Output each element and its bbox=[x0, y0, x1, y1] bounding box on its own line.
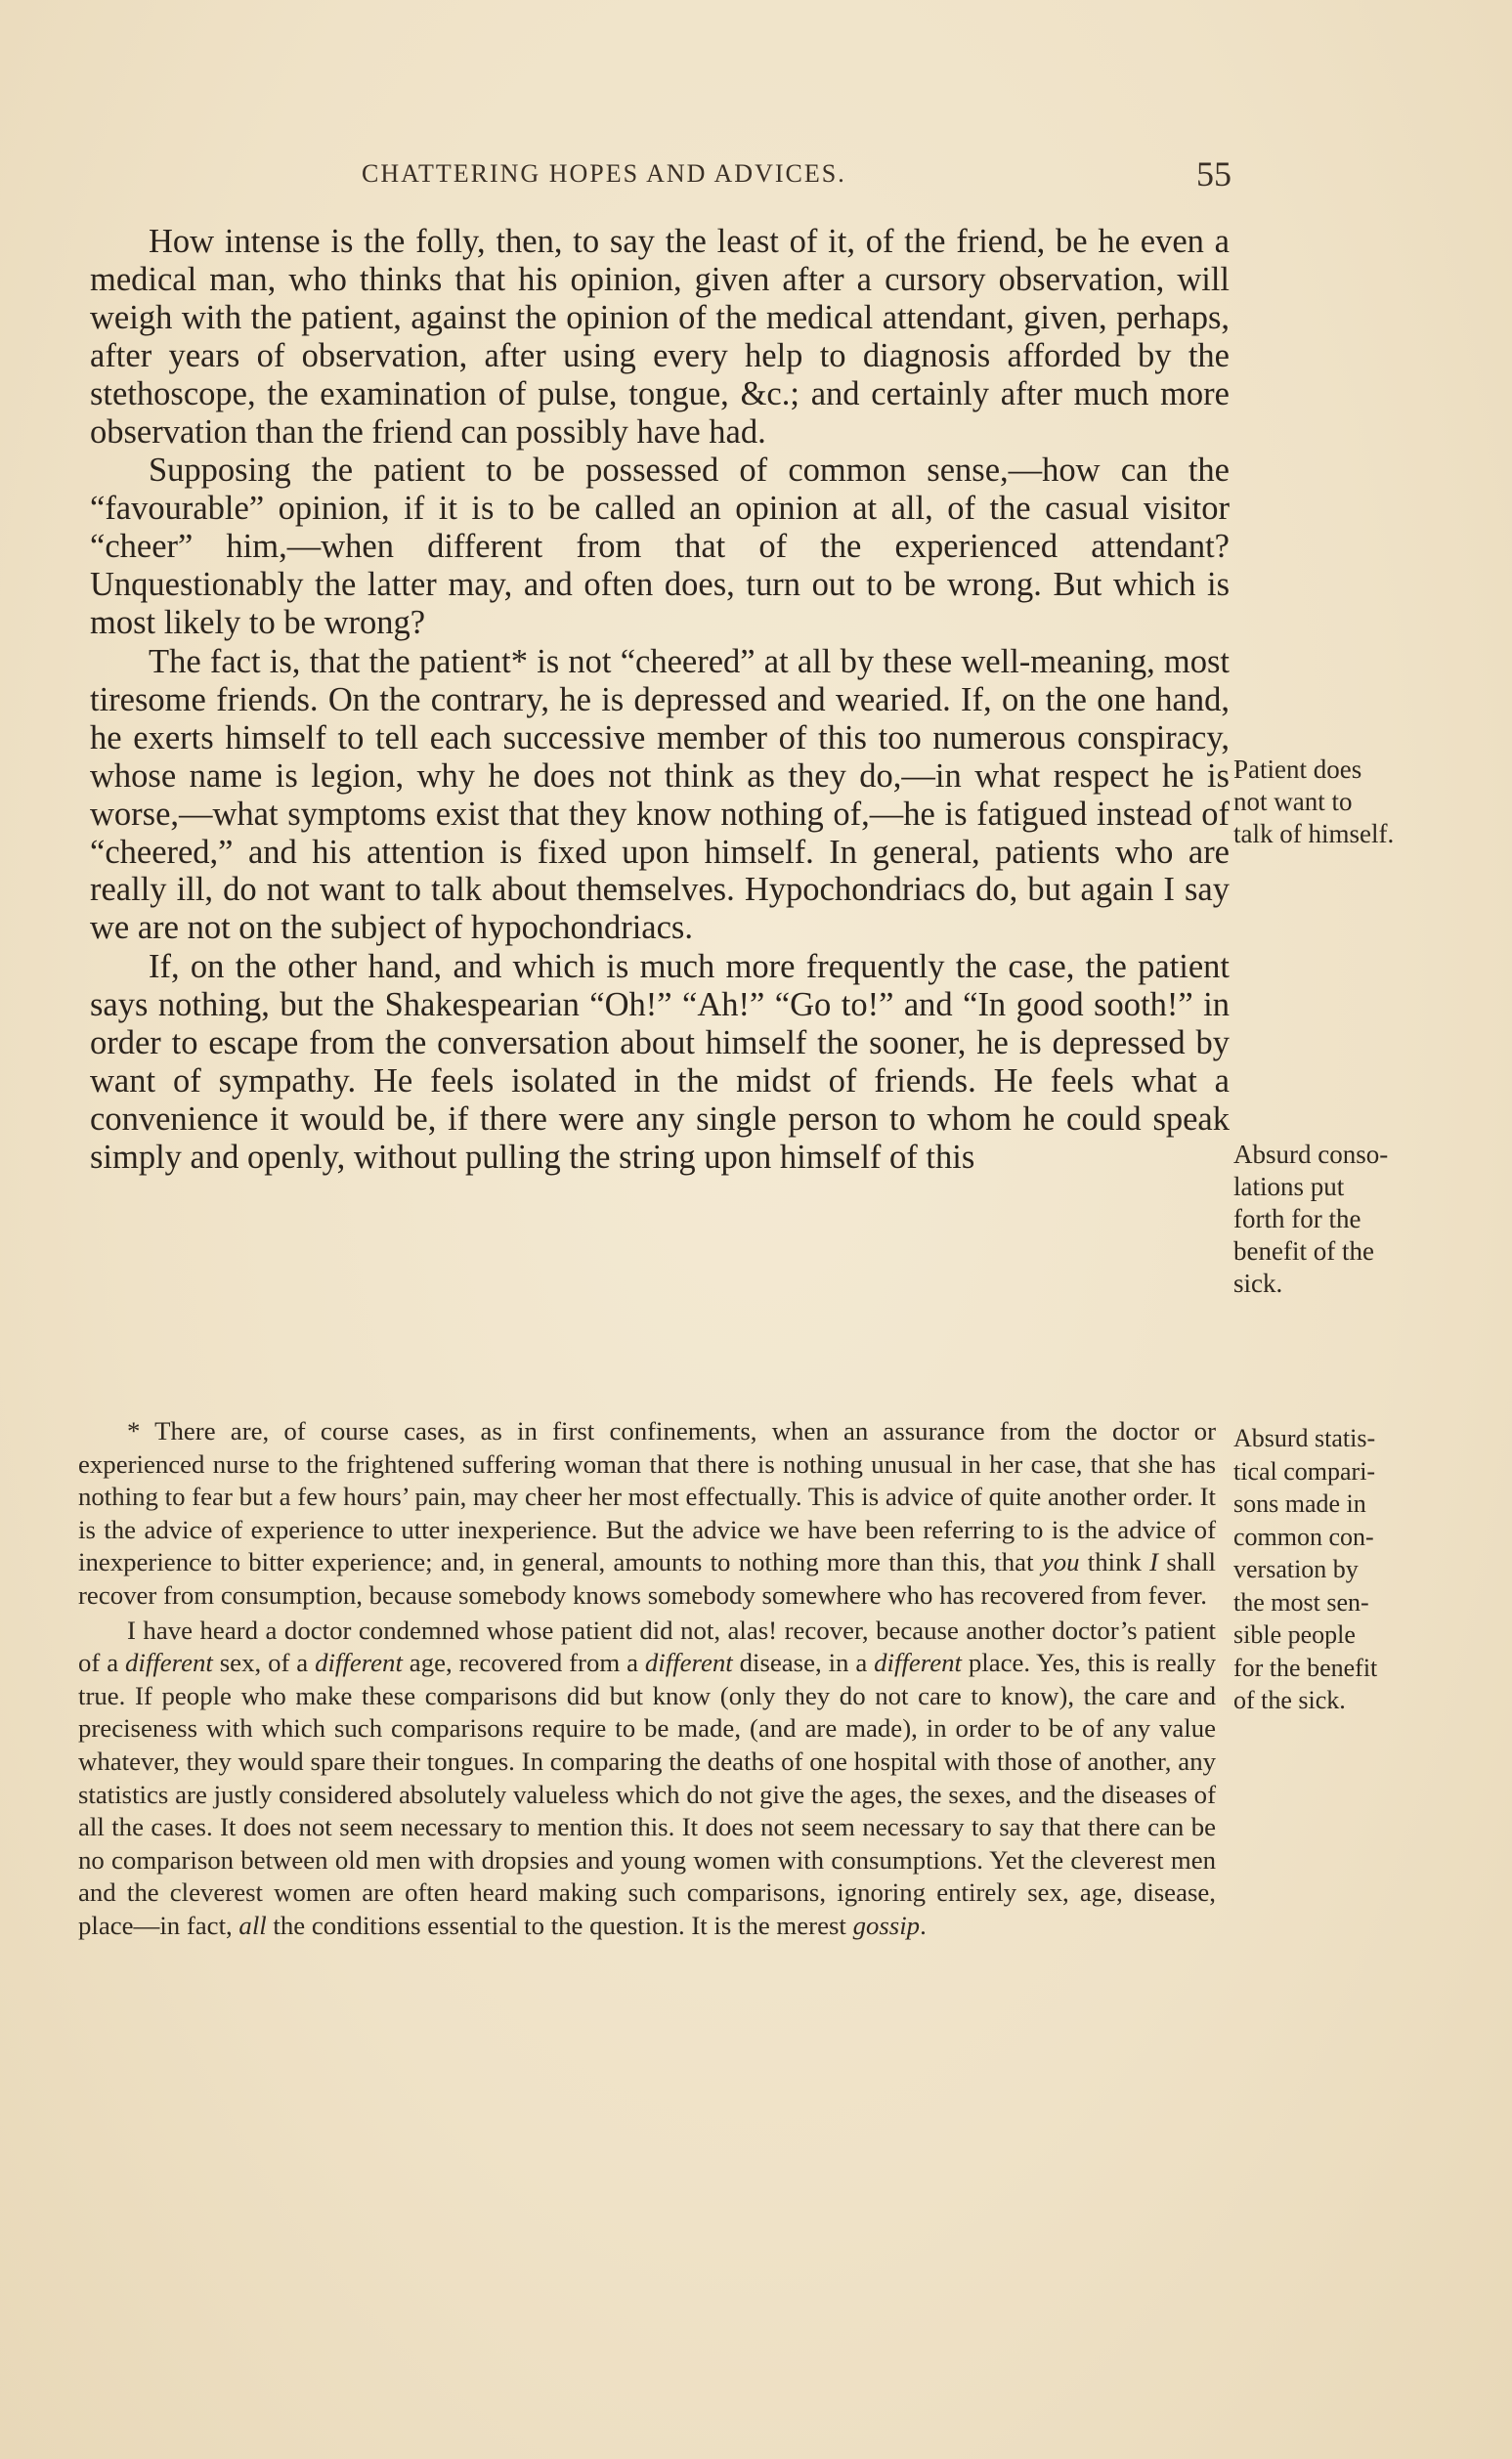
footnote-text: the conditions essential to the question. It is the merest bbox=[266, 1910, 853, 1940]
footnote-text: disease, in a bbox=[732, 1648, 875, 1678]
main-text bbox=[90, 223, 1230, 1177]
footnote-text: * There are, of course cases, as in first confinements, when an assurance from the doctor or experienced nurse to the frightened suffering woman that there is nothing unusual in her case, that she has nothing to fear but a few hours’ pain, may cheer her most effectually. This is advice of quite another order. It is the advice of experience to utter inexperience. But the advice we have been referring to is the advice of inexperience to bitter experience; and, in general, amounts to nothing more than this, that bbox=[78, 1416, 1216, 1577]
paragraph: How intense is the folly, then, to say the least of it, of the friend, be he even a medical man, who thinks that his opinion, given after a cursory observation, will weigh with the patient, against the opinion of the medical attendant, given, perhaps, after years of observation, after using every help to diagnosis afforded by the stethoscope, the examination of pulse, tongue, &c.; and certainly after much more observation than the friend can possibly have had. bbox=[90, 223, 1230, 451]
page-header bbox=[78, 154, 1231, 198]
paragraph: Supposing the patient to be possessed of common sense,—how can the “favourable” opinion, if it is to be called an opinion at all, of the casual visitor “cheer” him,—when different from that of the experienced attendant? Unquestionably the latter may, and often does, turn out to be wrong. But which is most likely to be wrong? bbox=[90, 452, 1230, 642]
emphasis: all bbox=[238, 1910, 267, 1940]
paragraph: If, on the other hand, and which is much more frequently the case, the patient says nothing, but the Shakespearian “Oh!” “Ah!” “Go to!” and “In good sooth!” in order to escape from the conversation about himself the sooner, he is depressed by want of sympathy. He feels isolated in the midst of friends. He feels what a convenience it would be, if there were any single person to whom he could speak simply and openly, without pulling the string upon himself of this bbox=[90, 948, 1230, 1176]
footnote-text: shall recover from consumption, because somebody knows somebody somewhere who has recovered from fever. bbox=[78, 1547, 1217, 1610]
footnote-text: sex, of a bbox=[212, 1648, 316, 1678]
running-head: CHATTERING HOPES AND ADVICES. bbox=[362, 159, 846, 188]
emphasis: I bbox=[1149, 1547, 1159, 1577]
footnote-text: . bbox=[920, 1910, 927, 1940]
footnote-text: think bbox=[1079, 1547, 1150, 1577]
footnote-paragraph bbox=[78, 1415, 1216, 1613]
margin-note: Absurd statis- tical compari- sons made in common con- versation by the most sen- sible people for the benefit of the sick. bbox=[1233, 1424, 1378, 1714]
footnote-text: I have heard a doctor condemned whose patient did not, alas! recover, because another doctor’s patient of a bbox=[78, 1615, 1216, 1678]
margin-note: Absurd conso- lations put forth for the benefit of the sick. bbox=[1233, 1140, 1389, 1298]
footnote bbox=[78, 1415, 1216, 1943]
page-number: 55 bbox=[1196, 154, 1231, 194]
emphasis: you bbox=[1041, 1547, 1080, 1577]
footnote-text: age, recovered from a bbox=[402, 1648, 645, 1678]
emphasis: different bbox=[315, 1648, 403, 1678]
footnote-text: place. Yes, this is really true. If people who make these comparisons did but know (only they do not care to know), the care and preciseness with which such comparisons require to be made, (and are made), in order to be of any value whatever, they would spare their tongues. In comparing the deaths of one hospital with those of another, any statistics are justly considered absolutely valueless which do not give the ages, the sexes, and the diseases of all the cases. It does not seem necessary to mention this. It does not seem necessary to say that there can be no comparison between old men with dropsies and young women with consumptions. Yet the cleverest men and the cleverest women are often heard making such comparisons, ignoring entirely sex, age, disease, place—in fact, bbox=[78, 1648, 1216, 1940]
emphasis: different bbox=[644, 1648, 733, 1678]
emphasis: different bbox=[125, 1648, 213, 1678]
emphasis: gossip bbox=[852, 1910, 921, 1940]
paragraph: The fact is, that the patient* is not “cheered” at all by these well-meaning, most tiresome friends. On the contrary, he is depressed and wearied. If, on the one hand, he exerts himself to tell each successive member of this too numerous conspiracy, whose name is legion, why he does not think as they do,—in what respect he is worse,—what symptoms exist that they know nothing of,—he is fatigued instead of “cheered,” and his attention is fixed upon himself. In general, patients who are really ill, do not want to talk about themselves. Hypochondriacs do, but again I say we are not on the subject of hypochondriacs. bbox=[90, 642, 1230, 947]
footnote-paragraph bbox=[78, 1615, 1216, 1943]
margin-note: Patient does not want to talk of himself. bbox=[1233, 755, 1395, 848]
emphasis: different bbox=[874, 1648, 962, 1678]
